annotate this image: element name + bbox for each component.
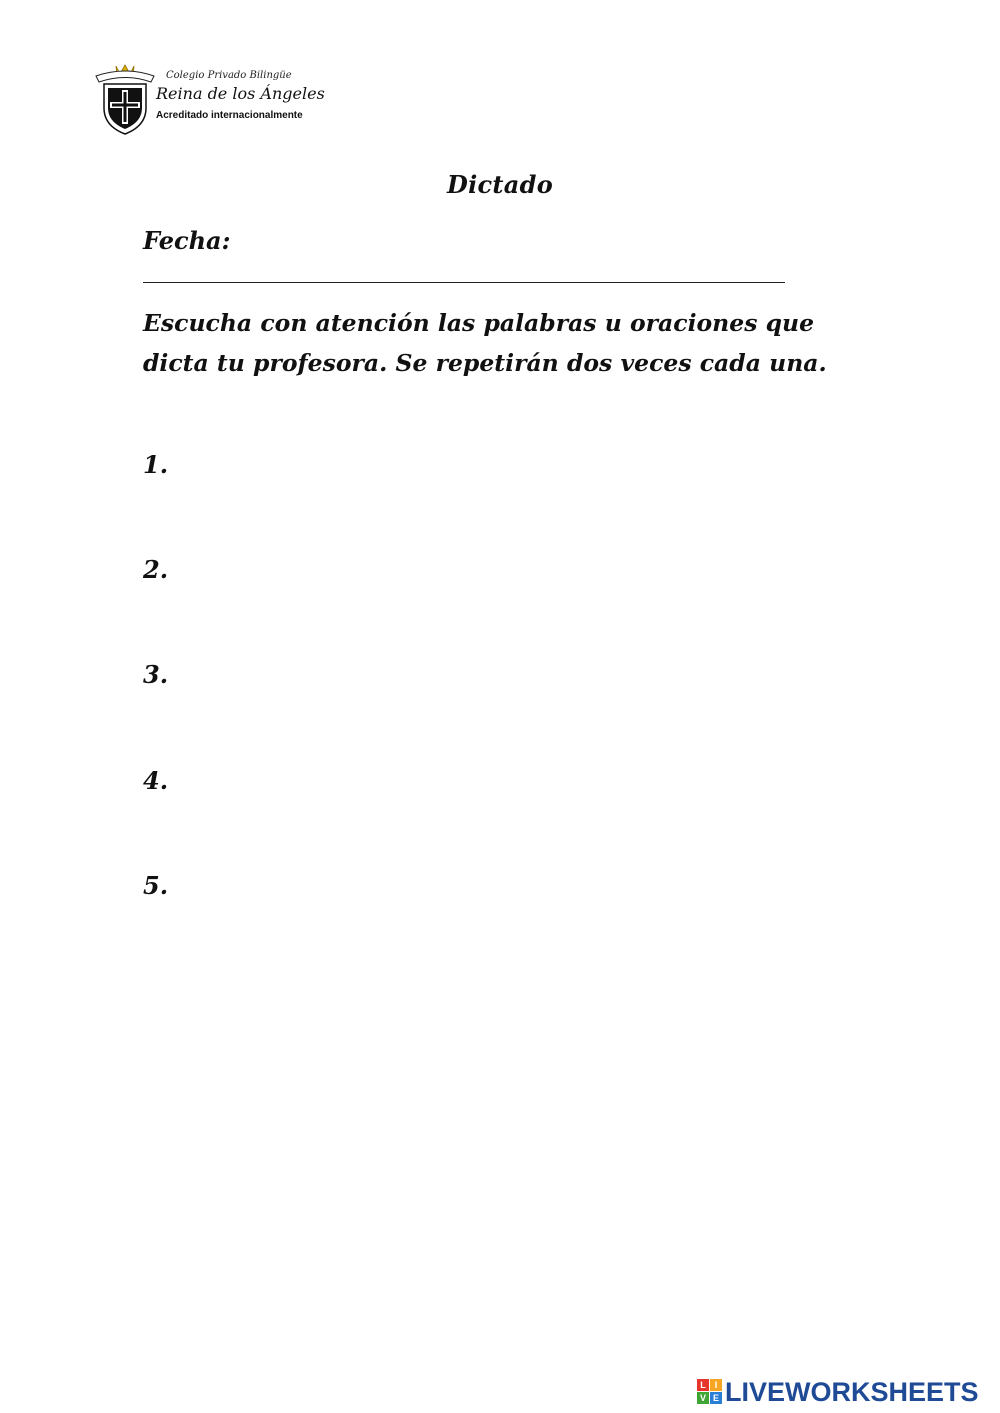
- dictation-item-3: 3.: [143, 660, 169, 689]
- dictation-item-2: 2.: [143, 555, 169, 584]
- page-title: Dictado: [446, 170, 554, 199]
- dictation-item-5: 5.: [143, 871, 169, 900]
- school-accreditation: Acreditado internacionalmente: [156, 110, 303, 121]
- school-logo: [94, 62, 325, 140]
- dictation-item-4: 4.: [143, 766, 169, 795]
- liveworksheets-brand: [697, 1375, 979, 1409]
- date-label: Fecha:: [143, 226, 231, 255]
- liveworksheets-logo-icon: L I V E: [697, 1379, 723, 1405]
- date-answer-line[interactable]: [143, 282, 785, 283]
- crest-icon: [94, 62, 156, 136]
- brand-wordmark: LIVEWORKSHEETS: [725, 1376, 979, 1407]
- school-name-line1: Colegio Privado Bilingüe: [166, 70, 292, 81]
- instructions-text: Escucha con atención las palabras u oraciones que dicta tu profesora. Se repetirán dos veces cada una.: [143, 309, 827, 377]
- dictation-item-1: 1.: [143, 450, 169, 479]
- school-name-line2: Reina de los Ángeles: [156, 84, 325, 103]
